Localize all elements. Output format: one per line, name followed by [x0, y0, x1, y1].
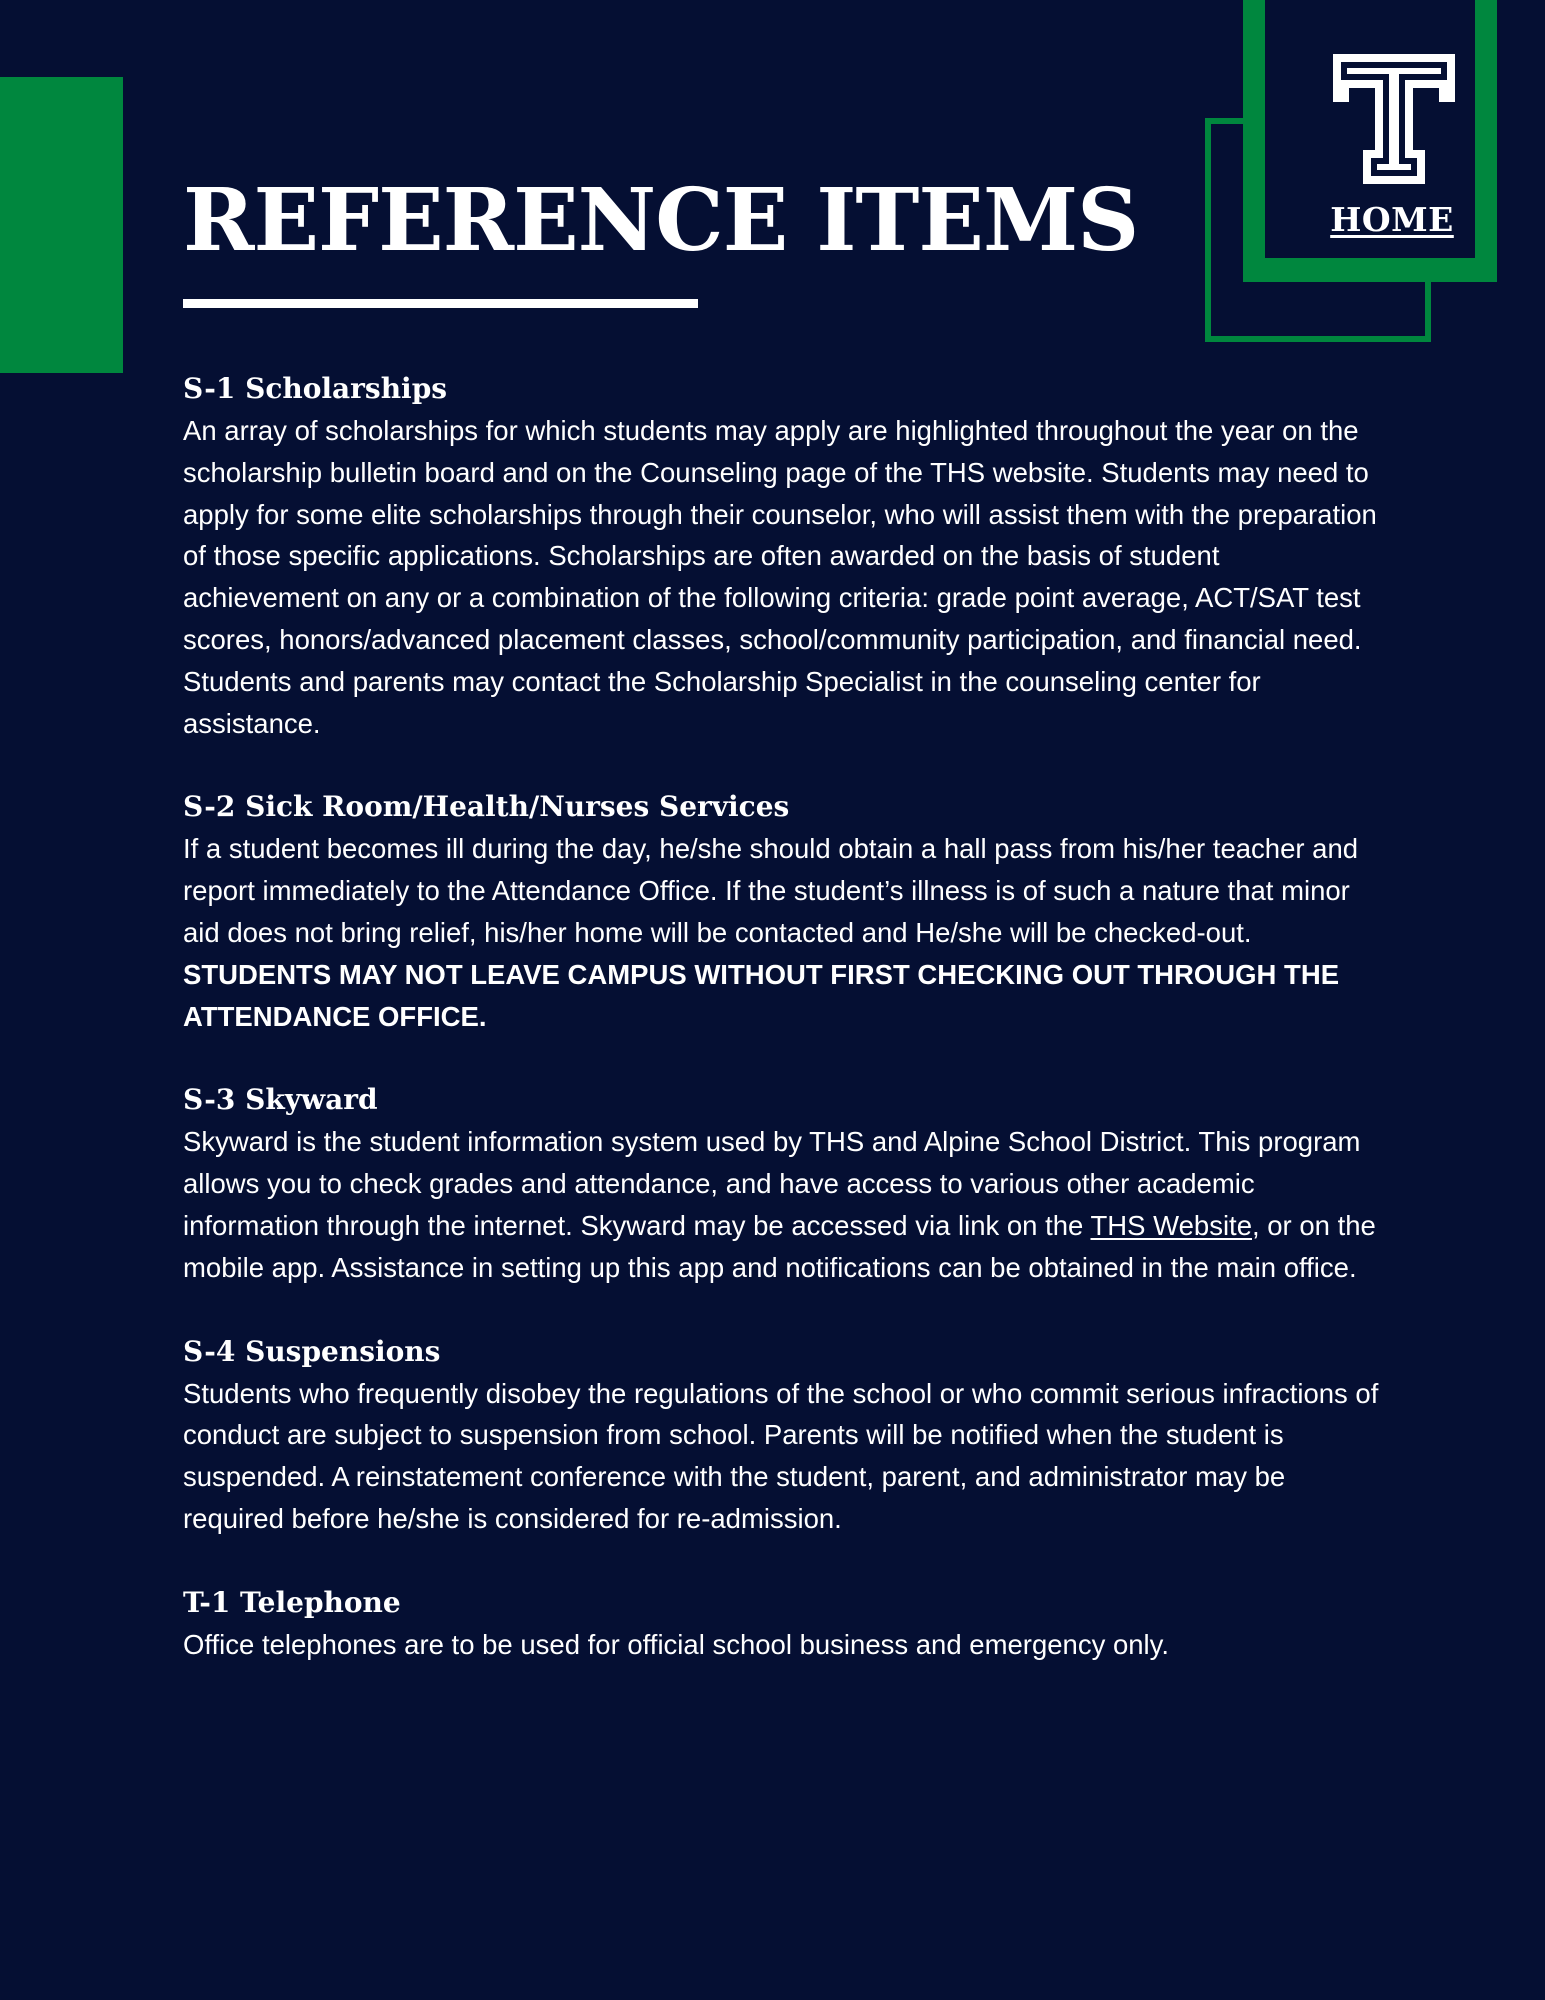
section-heading: S-2 Sick Room/Health/Nurses Services — [183, 790, 790, 824]
section-heading: T-1 Telephone — [183, 1585, 401, 1619]
section-sick-room — [183, 786, 1383, 1037]
section-body — [183, 828, 1383, 1037]
section-body: Office telephones are to be used for official school business and emergency only. — [183, 1628, 1170, 1660]
section-body: An array of scholarships for which students may apply are highlighted throughout the year on the scholarship bulletin board and on the Counseling page of the THS website. Students may need to apply for some elite scholarships through their counselor, who will assist them with the preparation of those specific applications. Scholarships are often awarded on the basis of student achievement on any or a combination of the following criteria: grade point average, ACT/SAT test scores, honors/advanced placement classes, school/community participation, and financial need. Students and parents may contact the Scholarship Specialist in the counseling center for assistance. — [183, 415, 1377, 739]
section-suspensions — [183, 1331, 1383, 1540]
home-label: HOME — [1330, 200, 1454, 239]
reference-content — [183, 368, 1383, 1708]
section-heading: S-3 Skyward — [183, 1083, 378, 1117]
section-skyward — [183, 1079, 1383, 1288]
section-telephone — [183, 1582, 1383, 1666]
page-title: REFERENCE ITEMS — [183, 170, 1139, 271]
section-body-text-after-link: , or on the mobile app. Assistance in setting up this app and notifications can be obtained in the main office. — [183, 1209, 1376, 1283]
section-body-text: If a student becomes ill during the day, he/she should obtain a hall pass from his/her teacher and report immediately to the Attendance Office. If the student’s illness is of such a nature that minor aid does not bring relief, his/her home will be contacted and He/she will be checked-out. — [183, 833, 1359, 948]
ths-website-link[interactable]: THS Website — [1090, 1209, 1252, 1241]
title-underline-divider — [183, 299, 698, 308]
section-scholarships — [183, 368, 1383, 744]
section-body: Students who frequently disobey the regulations of the school or who commit serious infractions of conduct are subject to suspension from school. Parents will be notified when the student is suspended. A reinstatement conference with the student, parent, and administrator may be required before he/she is considered for re-admission. — [183, 1377, 1379, 1534]
section-body — [183, 1121, 1383, 1288]
school-t-logo-icon — [1331, 52, 1457, 186]
left-accent-bar — [0, 77, 123, 373]
home-button[interactable] — [1243, 0, 1497, 282]
section-heading: S-4 Suspensions — [183, 1334, 441, 1368]
section-body-text: Skyward is the student information system used by THS and Alpine School District. This program allows you to check grades and attendance, and have access to various other academic information through the internet. Skyward may be accessed via link on the — [183, 1126, 1361, 1241]
section-heading: S-1 Scholarships — [183, 372, 448, 405]
attendance-warning: STUDENTS MAY NOT LEAVE CAMPUS WITHOUT FIRST CHECKING OUT THROUGH THE ATTENDANCE OFFICE. — [183, 958, 1340, 1032]
home-button-panel — [1265, 0, 1475, 258]
